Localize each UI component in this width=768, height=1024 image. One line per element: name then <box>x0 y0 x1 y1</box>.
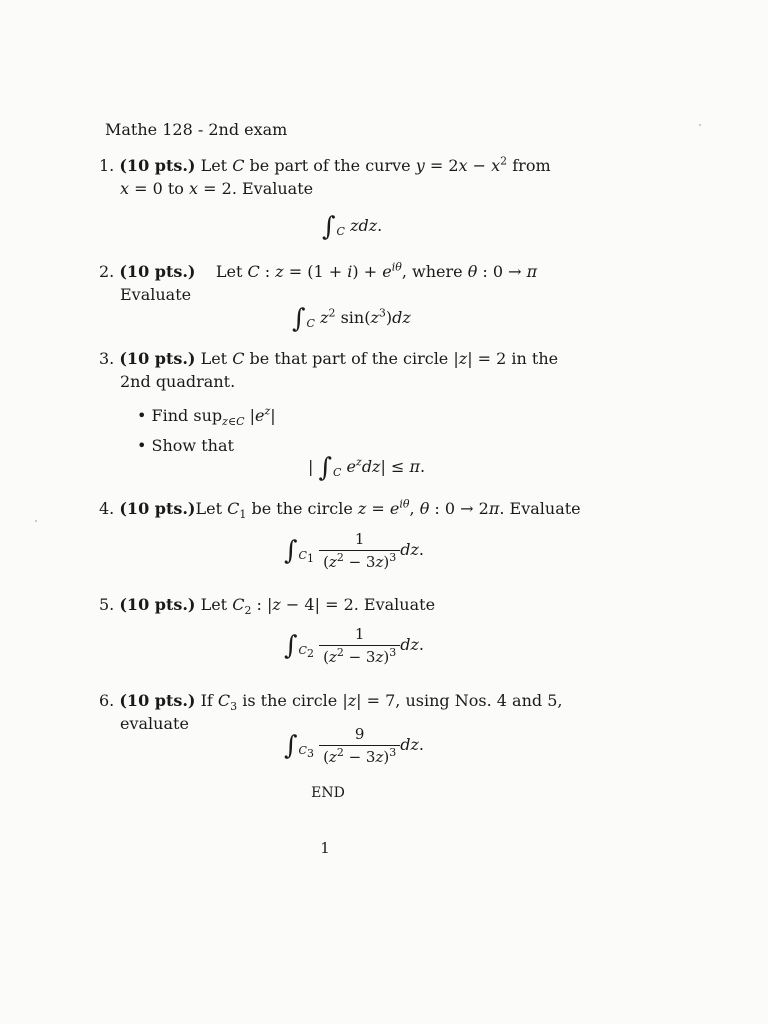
problem-1-number: 1. <box>99 156 115 175</box>
problem-6-line-2: evaluate <box>120 714 189 733</box>
problem-2-line-2: Evaluate <box>120 285 192 304</box>
problem-4-fraction: $\frac{1}{(z^2 - 3z)^3}$ <box>319 530 400 571</box>
problem-5-points: (10 pts.) <box>119 595 196 614</box>
problem-6-number: 6. <box>99 691 115 710</box>
problem-4-number: 4. <box>99 499 115 518</box>
problem-2-line-1: 2. (10 pts.) Let C : $z = (1 + i) + e^{i\theta}$, where θ : 0 → π <box>99 260 538 281</box>
problem-3-number: 3. <box>99 349 115 368</box>
problem-5-fraction: $\frac{1}{(z^2 - 3z)^3}$ <box>319 625 400 666</box>
problem-3-line-2: 2nd quadrant. <box>120 372 236 391</box>
scan-speck <box>699 124 701 126</box>
problem-2-points: (10 pts.) <box>119 262 196 281</box>
problem-3-bullet-1-label: Find sup <box>151 406 223 425</box>
problem-1-line-2: x = 0 to x = 2. Evaluate <box>120 179 314 198</box>
problem-5-line-1: 5. (10 pts.) Let $C_2$ : |z − 4| = 2. Evaluate <box>99 595 436 618</box>
end-marker: END <box>311 785 345 801</box>
problem-3-inequality: | $\int_C$ $e^zdz| \le \pi$. <box>308 453 426 483</box>
problem-4-integral: $\int_{C_1}$ $\frac{1}{(z^2 - 3z)^3}$ dz. <box>284 530 425 571</box>
problem-1-line-1: 1. (10 pts.) Let C be part of the curve $y = 2x - x^2$ from <box>99 154 551 175</box>
problem-3-bullet-2: • Show that <box>137 436 234 455</box>
problem-3-line-1: 3. (10 pts.) Let C be that part of the circle |z| = 2 in the <box>99 349 559 368</box>
problem-1-integral: $\int_C$ zdz. <box>322 212 383 242</box>
exam-title: Mathe 128 - 2nd exam <box>105 120 288 139</box>
problem-3-bullet-1: • Find sup$_{z\in C}$ $|e^z|$ <box>137 404 276 429</box>
problem-6-fraction: $\frac{9}{(z^2 - 3z)^3}$ <box>319 725 400 766</box>
problem-6-integral: $\int_{C_3}$ $\frac{9}{(z^2 - 3z)^3}$ dz. <box>284 725 425 766</box>
problem-6-points: (10 pts.) <box>119 691 196 710</box>
page-number: 1 <box>320 839 330 857</box>
problem-2-integral: $\int_C$ $z^2$ $\sin(z^3)dz$ <box>292 304 411 334</box>
problem-6-line-1: 6. (10 pts.) If $C_3$ is the circle |z| = 7, using Nos. 4 and 5, <box>99 691 563 714</box>
problem-1-points: (10 pts.) <box>119 156 196 175</box>
problem-2-number: 2. <box>99 262 115 281</box>
problem-5-number: 5. <box>99 595 115 614</box>
scan-speck <box>35 520 37 522</box>
problem-4-line-1: 4. (10 pts.)Let $C_1$ be the circle $z = e^{i\theta}$, θ : 0 → 2π. Evaluate <box>99 497 581 522</box>
problem-3-bullet-2-label: Show that <box>151 436 234 455</box>
problem-5-integral: $\int_{C_2}$ $\frac{1}{(z^2 - 3z)^3}$ dz. <box>284 625 425 666</box>
problem-4-points: (10 pts.) <box>119 499 196 518</box>
problem-3-points: (10 pts.) <box>119 349 196 368</box>
